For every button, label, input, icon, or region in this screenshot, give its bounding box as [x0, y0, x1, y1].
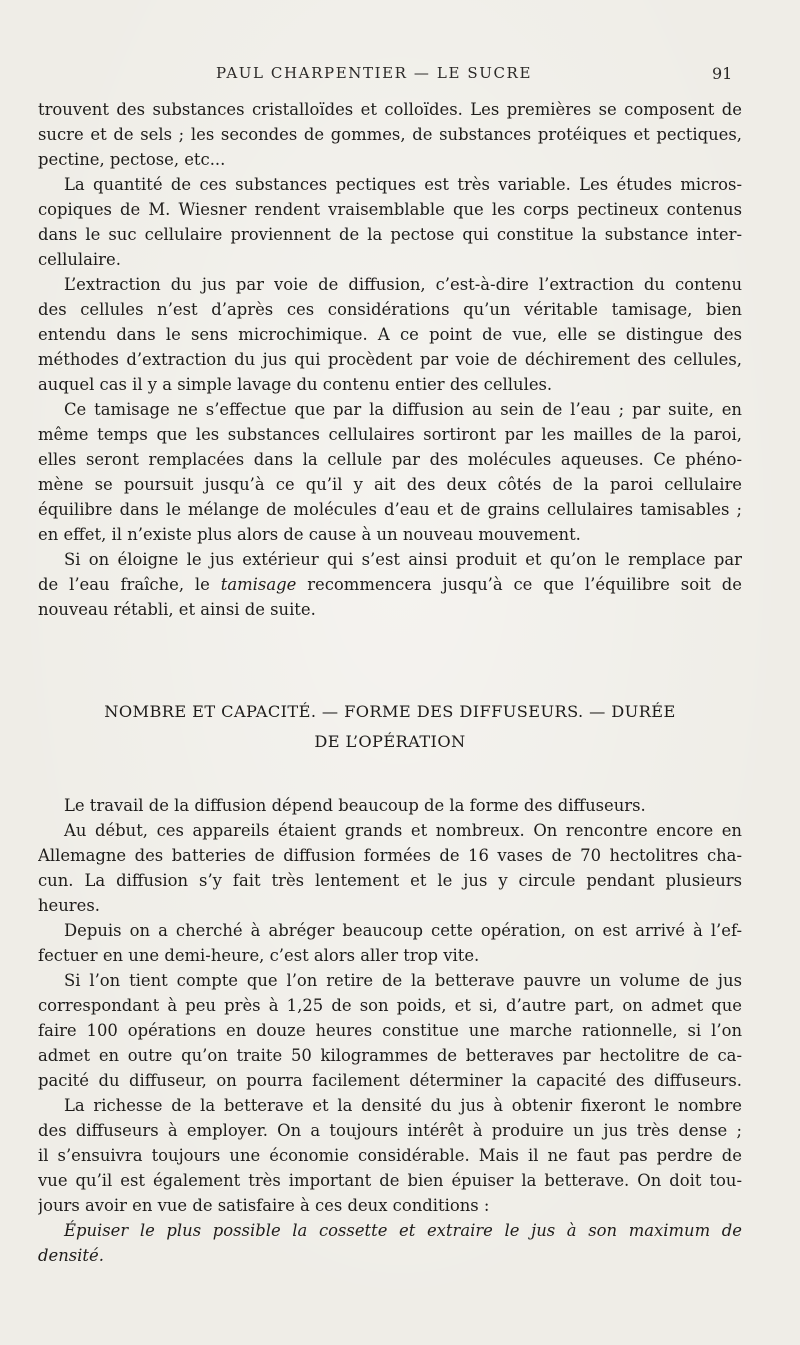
text-line: Au début, ces appareils étaient grands et nombreux. On rencontre encore en	[64, 821, 742, 840]
text-line-with-italic	[38, 572, 742, 597]
paragraphs-block-1	[38, 97, 742, 622]
text-line: fectuer en une demi-heure, c’est alors aller trop vite.	[38, 946, 480, 965]
text-line: auquel cas il y a simple lavage du contenu entier des cellules.	[38, 375, 553, 394]
paragraphs-block-2	[38, 793, 742, 1268]
text-line: La richesse de la betterave et la densité du jus à obtenir fixeront le nombre	[64, 1096, 742, 1115]
running-title: PAUL CHARPENTIER — LE SUCRE	[216, 64, 532, 82]
text-line: Depuis on a cherché à abréger beaucoup cette opération, on est arrivé à l’ef-	[64, 921, 742, 940]
text-line: Le travail de la diffusion dépend beaucoup de la forme des diffuseurs.	[64, 796, 646, 815]
text-line: Ce tamisage ne s’effectue que par la diffusion au sein de l’eau ; par suite, en	[64, 400, 742, 419]
text-line: dans le suc cellulaire proviennent de la pectose qui constitue la substance inter-	[38, 225, 742, 244]
text-line: il s’ensuivra toujours une économie considérable. Mais il ne faut pas perdre de	[38, 1146, 742, 1165]
text-line: méthodes d’extraction du jus qui procèdent par voie de déchirement des cellules,	[38, 350, 742, 369]
text-line: elles seront remplacées dans la cellule par des molécules aqueuses. Ce phéno-	[38, 450, 742, 469]
section-heading-line-2: DE L’OPÉRATION	[314, 732, 466, 751]
italic-text-line: Épuiser le plus possible la cossette et extraire le jus à son maximum de	[64, 1221, 742, 1240]
text-line: admet en outre qu’on traite 50 kilogrammes de betteraves par hectolitre de ca-	[38, 1046, 742, 1065]
text-line: heures.	[38, 896, 100, 915]
text-line: entendu dans le sens microchimique. A ce point de vue, elle se distingue des	[38, 325, 742, 344]
text-segment: de l’eau fraîche, le	[38, 575, 221, 594]
text-line: sucre et de sels ; les secondes de gommes, de substances protéiques et pectiques,	[38, 125, 742, 144]
text-line: trouvent des substances cristalloïdes et colloïdes. Les premières se composent de	[38, 100, 742, 119]
text-segment: recommencera jusqu’à ce que l’équilibre soit de	[296, 575, 742, 594]
text-line: cellulaire.	[38, 250, 121, 269]
text-line: pectine, pectose, etc...	[38, 150, 226, 169]
italic-text-line: densité.	[38, 1246, 104, 1265]
italic-term: tamisage	[220, 575, 297, 594]
text-line: même temps que les substances cellulaires sortiront par les mailles de la paroi,	[38, 425, 742, 444]
text-line: Si on éloigne le jus extérieur qui s’est ainsi produit et qu’on le remplace par	[64, 550, 742, 569]
text-line: en effet, il n’existe plus alors de cause à un nouveau mouvement.	[38, 525, 581, 544]
text-line: La quantité de ces substances pectiques est très variable. Les études micros-	[64, 175, 742, 194]
section-heading-line-1: NOMBRE ET CAPACITÉ. — FORME DES DIFFUSEURS. — DURÉE	[104, 702, 676, 721]
text-line: faire 100 opérations en douze heures constitue une marche rationnelle, si l’on	[38, 1021, 742, 1040]
text-line: des cellules n’est d’après ces considérations qu’un véritable tamisage, bien	[38, 300, 742, 319]
text-line: cun. La diffusion s’y fait très lentement et le jus y circule pendant plusieurs	[38, 871, 742, 890]
text-line: L’extraction du jus par voie de diffusion, c’est-à-dire l’extraction du contenu	[64, 275, 742, 294]
text-line: nouveau rétabli, et ainsi de suite.	[38, 600, 316, 619]
text-line: équilibre dans le mélange de molécules d’eau et de grains cellulaires tamisables ;	[38, 500, 742, 519]
text-line: des diffuseurs à employer. On a toujours intérêt à produire un jus très dense ;	[38, 1121, 742, 1140]
text-line: pacité du diffuseur, on pourra facilement déterminer la capacité des diffuseurs.	[38, 1071, 742, 1090]
text-line: vue qu’il est également très important de bien épuiser la betterave. On doit tou-	[38, 1171, 742, 1190]
text-line: correspondant à peu près à 1,25 de son poids, et si, d’autre part, on admet que	[38, 996, 742, 1015]
text-line: copiques de M. Wiesner rendent vraisemblable que les corps pectineux contenus	[38, 200, 742, 219]
text-line: Allemagne des batteries de diffusion formées de 16 vases de 70 hectolitres cha-	[38, 846, 742, 865]
page-number: 91	[712, 64, 733, 83]
text-line: jours avoir en vue de satisfaire à ces deux conditions :	[38, 1196, 490, 1215]
text-line: mène se poursuit jusqu’à ce qu’il y ait des deux côtés de la paroi cellulaire	[38, 475, 742, 494]
text-line: Si l’on tient compte que l’on retire de la betterave pauvre un volume de jus	[64, 971, 742, 990]
